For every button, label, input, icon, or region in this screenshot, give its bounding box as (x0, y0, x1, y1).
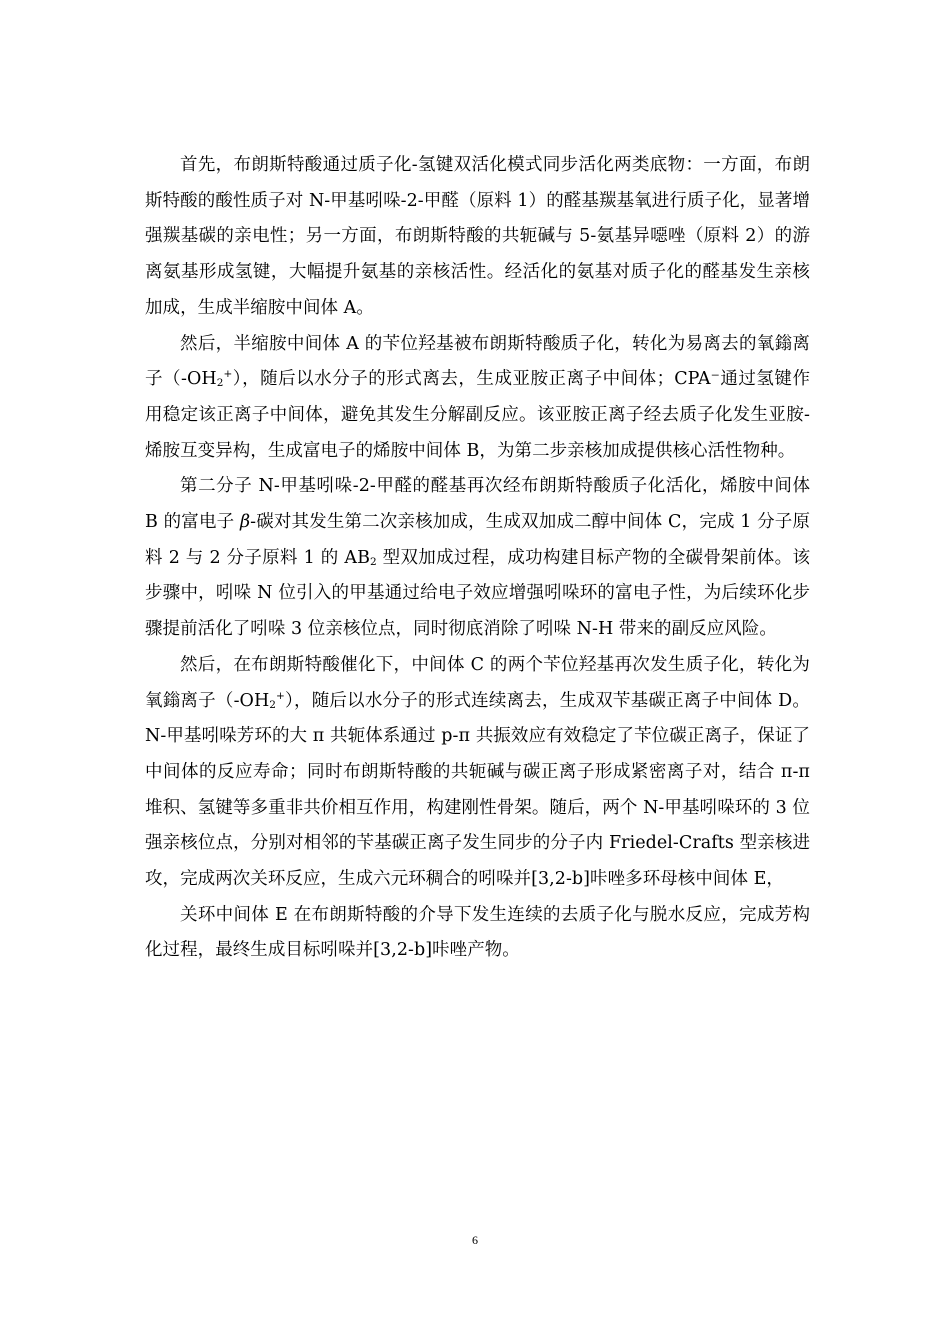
subscript: 2 (216, 377, 224, 390)
paragraph-2 (145, 327, 810, 470)
page-number: 6 (472, 1233, 478, 1247)
paragraph-4 (145, 648, 810, 898)
paragraph-2-text-b: ），随后以水分子的形式离去，生成亚胺正离子中间体；CPA⁻通过氢键作用稳定该正离子中间体，避免其发生分解副反应。该亚胺正离子经去质子化发生亚胺-烯胺互变异构，生成富电子的烯胺中间体 B，为第二步亲核加成提供核心活性物种。 (145, 369, 810, 461)
paragraph-4-text-b: ），随后以水分子的形式连续离去，生成双苄基碳正离子中间体 D。N-甲基吲哚芳环的大 π 共轭体系通过 p-π 共振效应有效稳定了苄位碳正离子，保证了中间体的反应寿命；同时布朗斯特酸的共轭碱与碳正离子形成紧密离子对，结合 π-π 堆积、氢键等多重非共价相互作用，构建刚性骨架。随后，两个 N-甲基吲哚环的 3 位强亲核位点，分别对相邻的苄基碳正离子发生同步的分子内 Friedel-Crafts 型亲核进攻，完成两次关环反应，生成六元环稠合的吲哚并[3,2-b]咔唑多环母核中间体 E， (145, 690, 810, 890)
beta-symbol: β (239, 512, 251, 533)
paragraph-3 (145, 469, 810, 648)
paragraph-1: 首先，布朗斯特酸通过质子化-氢键双活化模式同步活化两类底物：一方面，布朗斯特酸的酸性质子对 N-甲基吲哚-2-甲醛（原料 1）的醛基羰基氧进行质子化，显著增强羰基碳的亲电性；另一方面，布朗斯特酸的共轭碱与 5-氨基异噁唑（原料 2）的游离氨基形成氢键，大幅提升氨基的亲核活性。经活化的氨基对质子化的醛基发生亲核加成，生成半缩胺中间体 A。 (145, 155, 810, 318)
paragraph-3-text-a: 第二分子 N-甲基吲哚-2-甲醛的醛基再次经布朗斯特酸质子化活化，烯胺中间体 B 的富电子 (145, 476, 810, 533)
paragraph-3-text-b: -碳对其发生第二次亲核加成，生成双加成二醇中间体 C，完成 1 分子原料 2 与 2 分子原料 1 的 AB (145, 512, 810, 568)
subscript: 2 (269, 698, 276, 711)
paragraph-2-text-a: 然后，半缩胺中间体 A 的苄位羟基被布朗斯特酸质子化，转化为易离去的氧鎓离子（-OH (145, 333, 810, 390)
paragraph-5: 关环中间体 E 在布朗斯特酸的介导下发生连续的去质子化与脱水反应，完成芳构化过程，最终生成目标吲哚并[3,2-b]咔唑产物。 (145, 904, 810, 961)
superscript: + (223, 368, 233, 381)
subscript: 2 (370, 555, 377, 568)
paragraph-4-text-a: 然后，在布朗斯特酸催化下，中间体 C 的两个苄位羟基再次发生质子化，转化为氧鎓离子（-OH (145, 654, 810, 711)
paragraph-3-text-c: 型双加成过程，成功构建目标产物的全碳骨架前体。该步骤中，吲哚 N 位引入的甲基通过给电子效应增强吲哚环的富电子性，为后续环化步骤提前活化了吲哚 3 位亲核位点，同时彻底消除了吲哚 N-H 带来的副反应风险。 (145, 547, 810, 640)
superscript: + (276, 689, 285, 702)
document-body (145, 148, 810, 969)
